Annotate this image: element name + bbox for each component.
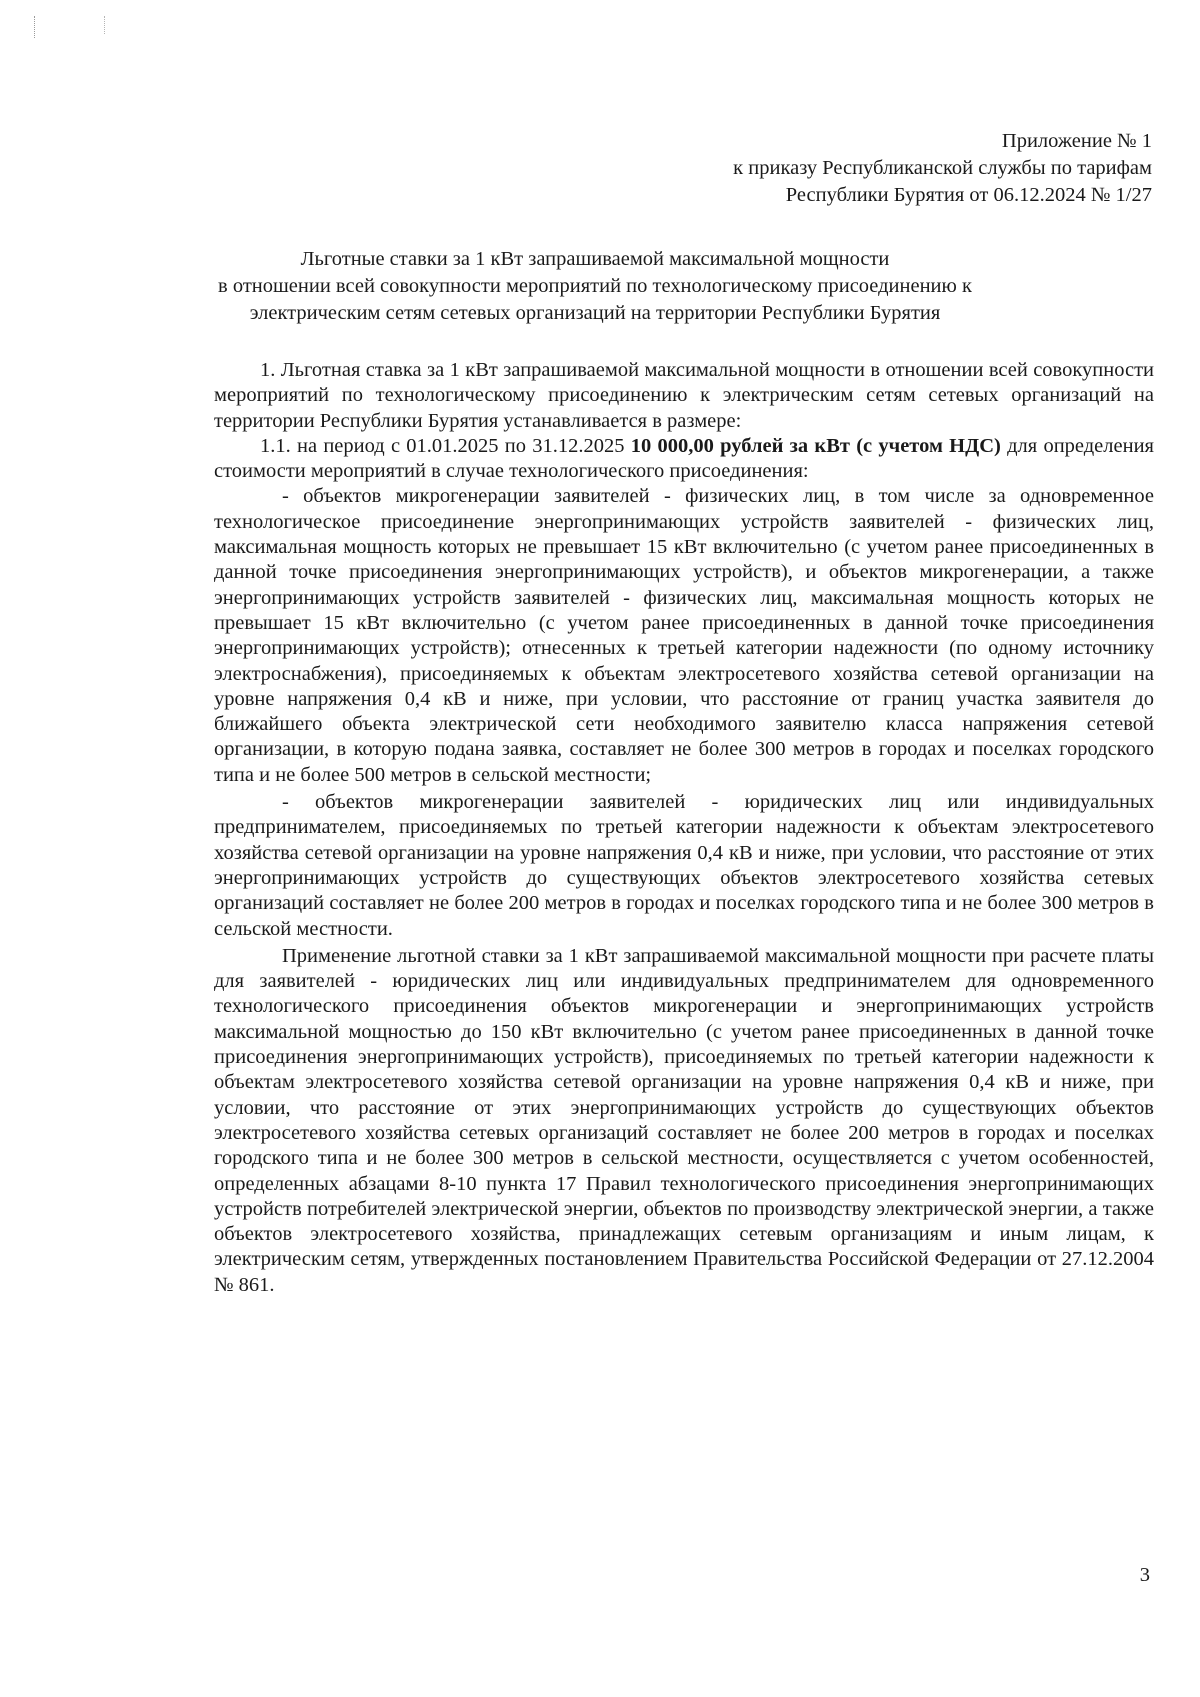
paragraph-individuals: - объектов микрогенерации заявителей - физических лиц, в том числе за одновременное технологическое присоединение энергопринимающих устройств заявителей - физических лиц, максимальная мощность которых не превышает 15 кВт включительно (с учетом ранее присоединенных в данной точке присоединения энергопринимающих устройств), и объектов микрогенерации, а также энергопринимающих устройств заявителей - физических лиц, максимальная мощность которых не превышает 15 кВт включительно (с учетом ранее присоединенных в данной точке присоединения энергопринимающих устройств); отнесенных к третьей категории надежности (по одному источнику электроснабжения), присоединяемых к объектам электросетевого хозяйства сетевой организации на уровне напряжения 0,4 кВ и ниже, при условии, что расстояние от границ участка заявителя до ближайшего объекта электрической сети необходимого заявителю класса напряжения сетевой организации, в которую подана заявка, составляет не более 300 метров в городах и поселках городского типа и не более 500 метров в сельской местности; (214, 485, 1154, 786)
document-body (214, 358, 1154, 1298)
paragraph-application: Применение льготной ставки за 1 кВт запрашиваемой максимальной мощности при расчете платы для заявителей - юридических лиц или индивидуальных предпринимателем для одновременного технологического присоединения объектов микрогенерации и энергопринимающих устройств максимальной мощностью до 150 кВт включительно (с учетом ранее присоединенных в данной точке присоединения энергопринимающих устройств), присоединяемых по третьей категории надежности к объектам электросетевого хозяйства сетевой организации на уровне напряжения 0,4 кВ и ниже, при условии, что расстояние от этих энергопринимающих устройств до существующих объектов электросетевого хозяйства сетевых организаций составляет не более 200 метров в городах и поселках городского типа и не более 300 метров в сельской местности, осуществляется с учетом особенностей, определенных абзацами 8-10 пункта 17 Правил технологического присоединения энергопринимающих устройств потребителей электрической энергии, объектов по производству электрической энергии, а также объектов электросетевого хозяйства, принадлежащих сетевым организациям и иным лицам, к электрическим сетям, утвержденных постановлением Правительства Российской Федерации от 27.12.2004 № 861. (214, 944, 1154, 1296)
appendix-line-3: Республики Бурятия от 06.12.2024 № 1/27 (785, 184, 1152, 206)
document-title (200, 246, 990, 327)
appendix-line-2: к приказу Республиканской службы по тарифам (733, 157, 1152, 179)
title-line-2: в отношении всей совокупности мероприятий по технологическому присоединению к (218, 275, 972, 297)
paragraph-1-1 (214, 434, 1154, 485)
appendix-line-1: Приложение № 1 (1001, 130, 1152, 152)
page-number: 3 (1139, 1564, 1150, 1586)
title-line-3: электрическим сетям сетевых организаций на территории Республики Бурятия (249, 302, 941, 324)
title-line-1: Льготные ставки за 1 кВт запрашиваемой максимальной мощности (300, 248, 890, 270)
paragraph-1-1-suffix: для определения стоимости мероприятий в случае технологического присоединения: (214, 434, 1154, 483)
scan-mark (104, 16, 107, 34)
scan-mark (34, 16, 37, 38)
paragraph-1-1-prefix: 1.1. на период с 01.01.2025 по 31.12.2025 (260, 434, 631, 457)
paragraph-legal-entities: - объектов микрогенерации заявителей - юридических лиц или индивидуальных предпринимателем, присоединяемых по третьей категории надежности к объектам электросетевого хозяйства сетевой организации на уровне напряжения 0,4 кВ и ниже, при условии, что расстояние от этих энергопринимающих устройств до существующих объектов электросетевого хозяйства сетевых организаций составляет не более 200 метров в городах и поселках городского типа и не более 300 метров в сельской местности. (214, 791, 1154, 940)
paragraph-1: 1. Льготная ставка за 1 кВт запрашиваемой максимальной мощности в отношении всей совокупности мероприятий по технологическому присоединению к электрическим сетям сетевых организаций на территории Республики Бурятия устанавливается в размере: (214, 359, 1154, 432)
rate-value: 10 000,00 рублей за кВт (с учетом НДС) (630, 434, 1001, 457)
appendix-header (733, 128, 1152, 209)
